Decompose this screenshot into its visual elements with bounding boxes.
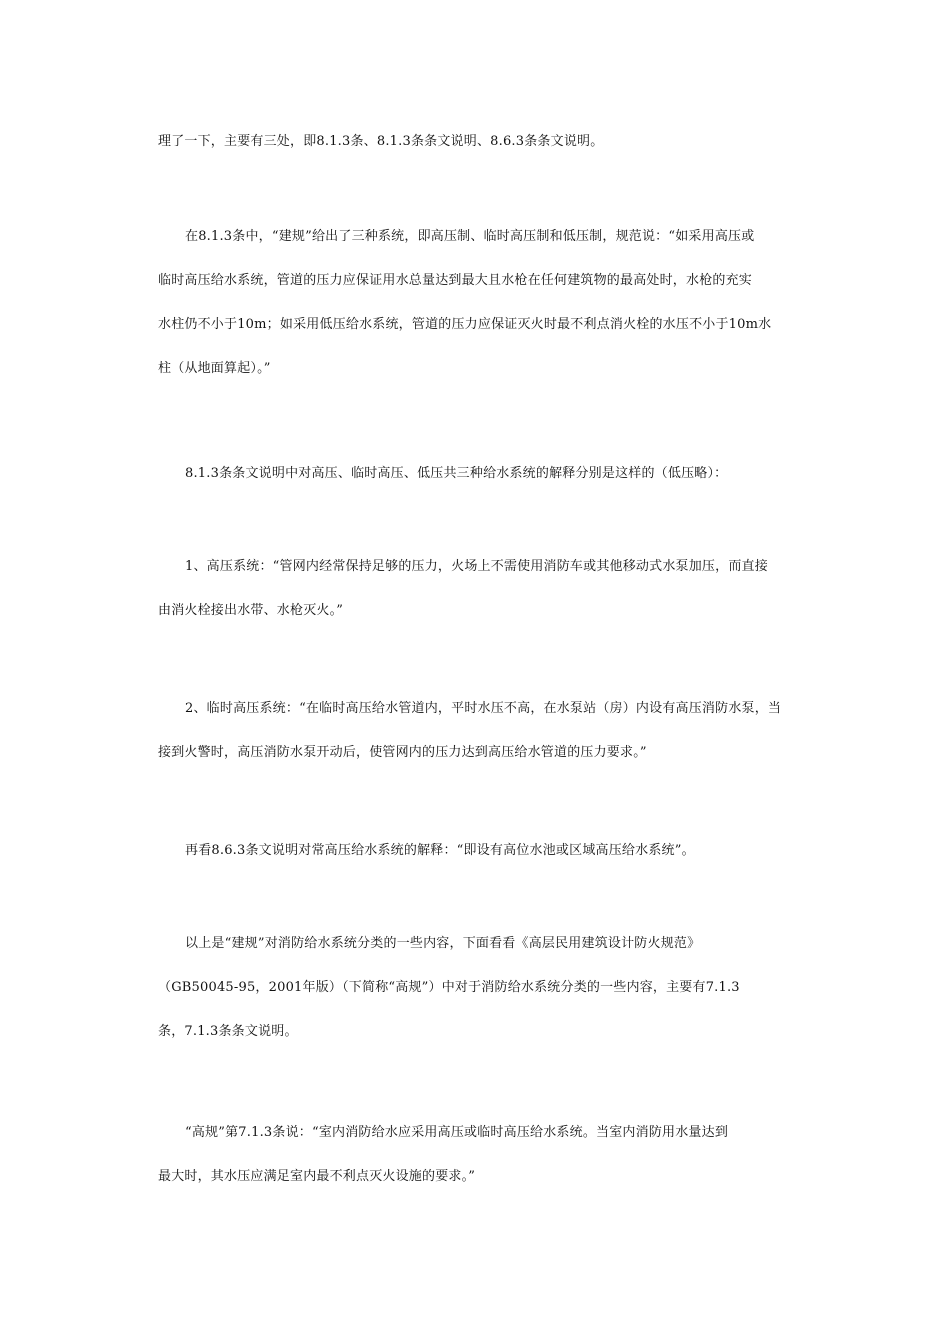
paragraph-line: 由消火栓接出水带、水枪灭火。”: [158, 603, 344, 618]
paragraph-line: 最大时，其水压应满足室内最不利点灭火设施的要求。”: [158, 1169, 476, 1184]
paragraph-line: 接到火警时，高压消防水泵开动后，使管网内的压力达到高压给水管道的压力要求。”: [158, 745, 647, 760]
paragraph-line: 8.1.3条条文说明中对高压、临时高压、低压共三种给水系统的解释分别是这样的（低压略）：: [185, 466, 728, 481]
paragraph-line: （GB50045-95，2001年版）（下简称“高规”）中对于消防给水系统分类的一些内容，主要有7.1.3: [158, 980, 740, 995]
paragraph-2: [158, 215, 803, 391]
paragraph-line: 再看8.6.3条文说明对常高压给水系统的解释：“即设有高位水池或区域高压给水系统”。: [185, 843, 695, 858]
paragraph-line: 条，7.1.3条条文说明。: [158, 1024, 298, 1039]
paragraph-line: 柱（从地面算起）。”: [158, 361, 271, 376]
paragraph-line: 以上是“建规”对消防给水系统分类的一些内容，下面看看《高层民用建筑设计防火规范》: [185, 936, 701, 951]
paragraph-line: “高规”第7.1.3条说：“室内消防给水应采用高压或临时高压给水系统。当室内消防用水量达到: [185, 1125, 729, 1140]
paragraph-5: [158, 687, 803, 775]
paragraph-line: 临时高压给水系统，管道的压力应保证用水总量达到最大且水枪在任何建筑物的最高处时，水枪的充实: [158, 273, 753, 288]
paragraph-6: [158, 829, 803, 873]
paragraph-line: 水柱仍不小于10m；如采用低压给水系统，管道的压力应保证灭火时最不利点消火栓的水压不小于10m水: [158, 317, 772, 332]
paragraph-8: [158, 1111, 803, 1199]
paragraph-line: 在8.1.3条中，“建规”给出了三种系统，即高压制、临时高压制和低压制，规范说：“如采用高压或: [185, 229, 755, 244]
paragraph-line: 1、高压系统：“管网内经常保持足够的压力，火场上不需使用消防车或其他移动式水泵加压，而直接: [185, 559, 768, 574]
paragraph-line: 理了一下，主要有三处，即8.1.3条、8.1.3条条文说明、8.6.3条条文说明。: [158, 134, 604, 149]
paragraph-7: [158, 922, 803, 1054]
paragraph-1: [158, 120, 803, 164]
paragraph-4: [158, 545, 803, 633]
paragraph-line: 2、临时高压系统：“在临时高压给水管道内，平时水压不高，在水泵站（房）内设有高压消防水泵，当: [185, 701, 782, 716]
paragraph-3: [158, 452, 803, 496]
